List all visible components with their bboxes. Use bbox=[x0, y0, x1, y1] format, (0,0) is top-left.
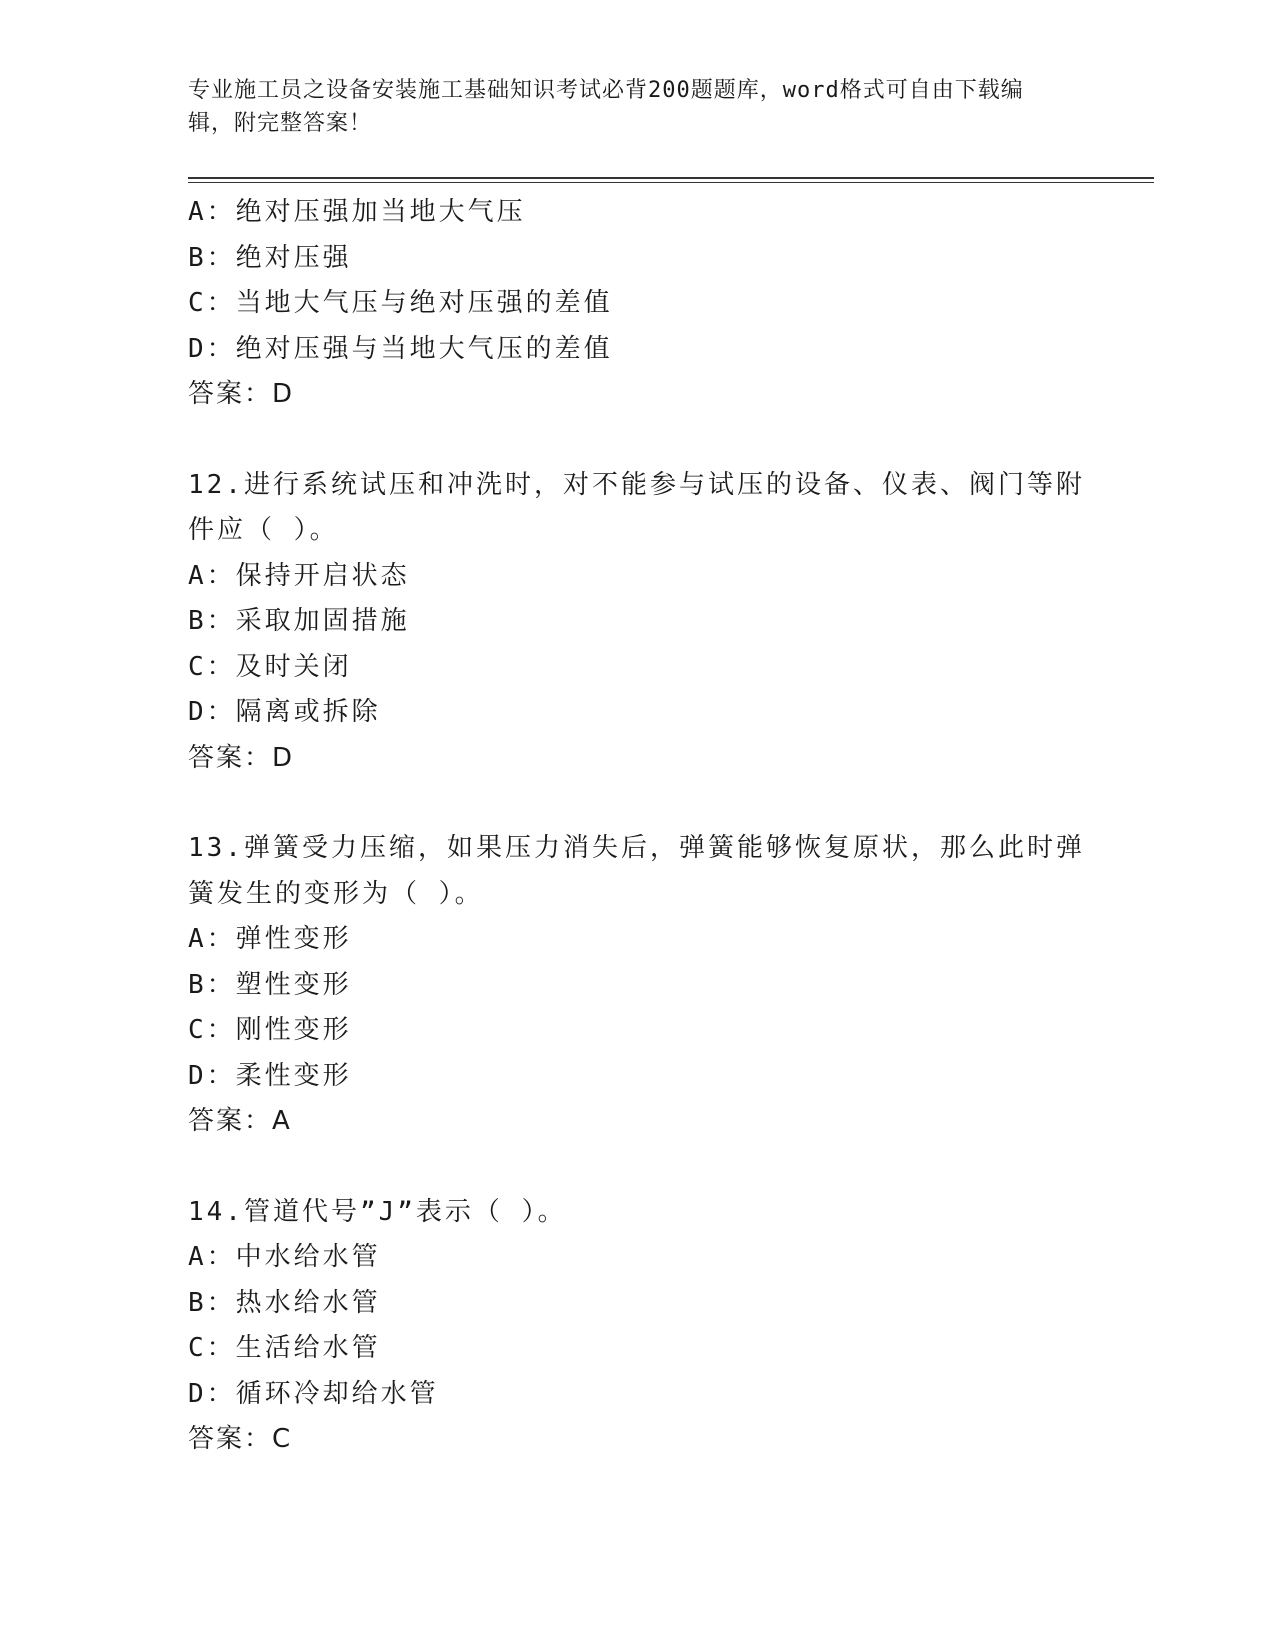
option-d: D：循环冷却给水管 bbox=[188, 1378, 439, 1409]
question-stem-line-2: 件应（ ）。 bbox=[188, 515, 339, 545]
question-block-13 bbox=[188, 826, 1088, 1145]
option-d: D：绝对压强与当地大气压的差值 bbox=[188, 333, 613, 364]
question-list bbox=[188, 190, 1088, 1463]
answer: 答案：D bbox=[188, 742, 295, 773]
question-block-partial bbox=[188, 190, 1088, 418]
option-b: B：热水给水管 bbox=[188, 1287, 381, 1318]
option-a: A：绝对压强加当地大气压 bbox=[188, 197, 526, 227]
question-stem-line-1: 14.管道代号”J”表示（ ）。 bbox=[188, 1196, 567, 1227]
option-c: C：当地大气压与绝对压强的差值 bbox=[188, 288, 613, 318]
question-stem-line-2: 簧发生的变形为（ ）。 bbox=[188, 878, 484, 909]
question-block-14 bbox=[188, 1190, 1088, 1463]
option-b: B：绝对压强 bbox=[188, 242, 352, 273]
spacer bbox=[188, 418, 1088, 463]
spacer bbox=[188, 1145, 1088, 1190]
header-divider-thick bbox=[188, 177, 1154, 179]
spacer bbox=[188, 781, 1088, 826]
question-stem-line-1: 13.弹簧受力压缩，如果压力消失后，弹簧能够恢复原状，那么此时弹 bbox=[188, 833, 1085, 863]
option-d: D：隔离或拆除 bbox=[188, 697, 381, 727]
answer: 答案：A bbox=[188, 1106, 292, 1136]
option-c: C：刚性变形 bbox=[188, 1015, 352, 1045]
option-b: B：采取加固措施 bbox=[188, 606, 410, 636]
answer: 答案：D bbox=[188, 379, 295, 409]
document-header: 专业施工员之设备安装施工基础知识考试必背200题题库，word格式可自由下载编辑，附完整答案！ bbox=[188, 78, 1024, 136]
option-c: C：生活给水管 bbox=[188, 1333, 381, 1363]
option-a: A：中水给水管 bbox=[188, 1242, 381, 1272]
option-d: D：柔性变形 bbox=[188, 1060, 352, 1091]
question-stem-line-1: 12.进行系统试压和冲洗时，对不能参与试压的设备、仪表、阀门等附 bbox=[188, 469, 1085, 500]
option-a: A：保持开启状态 bbox=[188, 560, 410, 591]
option-a: A：弹性变形 bbox=[188, 924, 352, 954]
option-b: B：塑性变形 bbox=[188, 969, 352, 1000]
answer: 答案：C bbox=[188, 1424, 293, 1454]
header-divider-thin bbox=[188, 182, 1154, 183]
option-c: C：及时关闭 bbox=[188, 651, 352, 682]
question-block-12 bbox=[188, 463, 1088, 782]
